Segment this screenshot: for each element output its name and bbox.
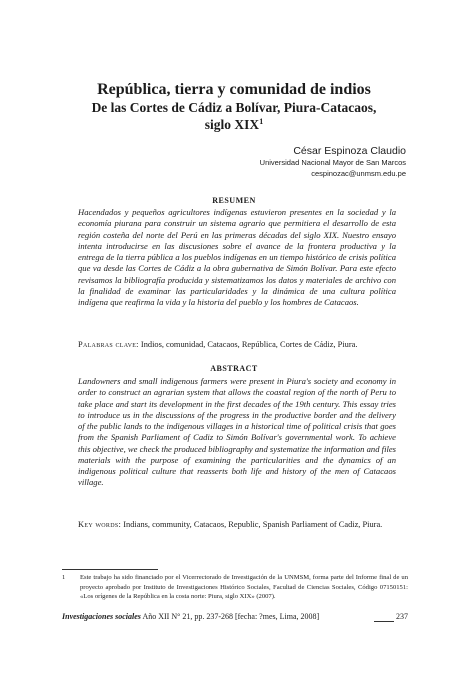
key-words-value: Indians, community, Catacaos, Republic, Spanish Parliament of Cadiz, Piura.	[123, 520, 383, 529]
page-number: 237	[396, 612, 408, 621]
page-footer	[62, 612, 408, 621]
palabras-clave-value: Indios, comunidad, Catacaos, República, Cortes de Cádiz, Piura.	[140, 340, 358, 349]
abstract-heading: ABSTRACT	[210, 364, 258, 373]
palabras-clave-label: Palabras clave:	[78, 340, 139, 349]
author-affiliation: Universidad Nacional Mayor de San Marcos	[259, 158, 406, 167]
resumen-text: Hacendados y pequeños agricultores indígenas estuvieron presentes en la sociedad y la economía piurana para construir un sistema agrario que permitiera el desarrollo de esta región costeña del norte del Perú en las primeras décadas del siglo XIX. Nuestro ensayo intenta introducirse en las discusiones sobre el avance de la frontera productiva y la entrega de la tierra pública a los pueblos indígenas en un tiempo histórico de crisis política que va desde las Cortes de Cádiz a la obra gubernativa de Simón Bolívar. Para este efecto revisamos la bibliografía producida y sistematizamos los datos y materiales de archivo con la finalidad de examinar las particularidades y la dinámica de una cultura política indígena que reafirma la vida y la historia del pueblo y los hombres de Catacaos.	[78, 207, 396, 307]
footnote-reference[interactable]: 1	[259, 116, 264, 126]
journal-name: Investigaciones sociales	[62, 612, 141, 621]
palabras-clave	[78, 339, 396, 351]
footnote-text: Este trabajo ha sido financiado por el Vicerrectorado de Investigación de la UNMSM, forma parte del Informe final de un proyecto aprobado por Instituto de Investigaciones Histórico Sociales, Facultad de Ciencias Sociales, Código 07150151: «Los orígenes de la República en la costa norte: Piura, siglo XIX» (2007).	[80, 574, 408, 600]
footnote-mark: 1	[62, 574, 66, 581]
resumen-heading: RESUMEN	[212, 196, 256, 205]
footer-rule	[374, 621, 394, 622]
issue-details: Año XII N° 21, pp. 237-268 [fecha: ?mes, Lima, 2008]	[142, 612, 320, 621]
abstract-text: Landowners and small indigenous farmers were present in Piura's society and economy in order to construct an agrarian system that allows the coastal region of the north of Peru to take place and start its development in the first decades of the 19th century. This essay tries to introduce us in the discussions of the progress in the productive border and the delivery of the public lands to the indigenous villages in a historical time of political crisis that goes from the Spanish Parliament of Cadiz to Simón Bolívar's governmental work. To achieve this objective, we check the produced bibliography and systematize the information and files materials with the purpose of examining the particularities and the dynamics of an indigenous political culture that reasserts both life and history of the men of Catacaos village.	[78, 376, 396, 488]
article-title: República, tierra y comunidad de indios	[97, 81, 371, 98]
author-email[interactable]: cespinozac@unmsm.edu.pe	[311, 169, 406, 178]
article-subtitle	[50, 100, 418, 133]
author-name: César Espinoza Claudio	[293, 145, 406, 157]
footnote-divider	[62, 569, 158, 570]
key-words	[78, 519, 396, 531]
key-words-label: Key words:	[78, 520, 122, 529]
subtitle-line-2: siglo XIX	[204, 116, 260, 132]
subtitle-line-1: De las Cortes de Cádiz a Bolívar, Piura-Catacaos,	[91, 100, 377, 115]
footnote	[62, 573, 408, 602]
